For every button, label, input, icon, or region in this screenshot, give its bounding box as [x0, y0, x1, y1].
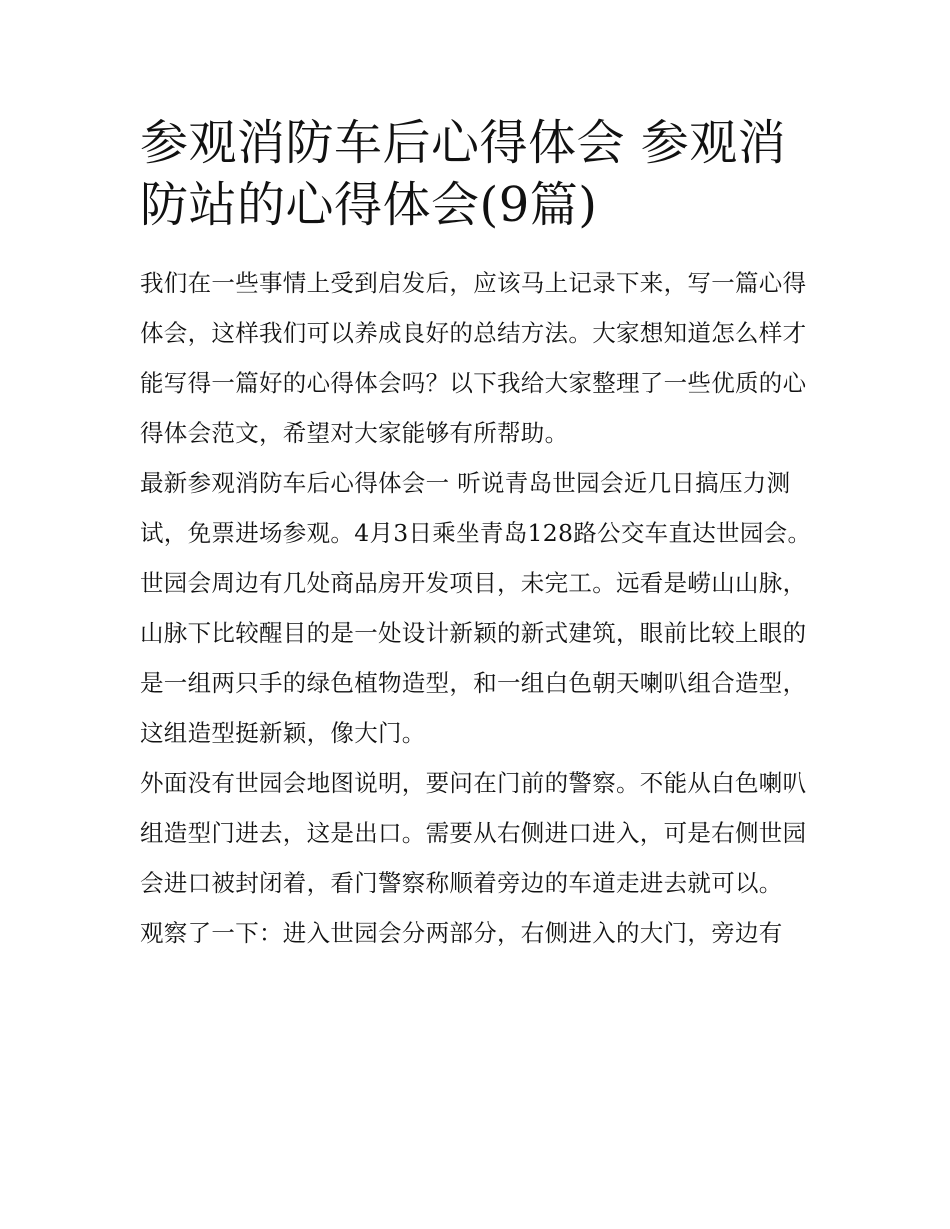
paragraph-3: 外面没有世园会地图说明，要问在门前的警察。不能从白色喇叭组造型门进去，这是出口。需要从右侧进口进入，可是右侧世园会进口被封闭着，看门警察称顺着旁边的车道走进去就可以。 [140, 769, 807, 897]
paragraph-4: 观察了一下：进入世园会分两部分，右侧进入的大门，旁边有 [140, 919, 783, 947]
paragraph-1: 最新参观消防车后心得体会一 听说青岛世园会近几日搞压力测试，免票进场参观。4月3日乘坐青岛128路公交车直达世园会。 [140, 469, 812, 547]
document-title: 参观消防车后心得体会 参观消防站的心得体会(9篇) [140, 115, 787, 233]
paragraph-intro: 我们在一些事情上受到启发后，应该马上记录下来，写一篇心得体会，这样我们可以养成良好的总结方法。大家想知道怎么样才能写得一篇好的心得体会吗？以下我给大家整理了一些优质的心得体会范文，希望对大家能够有所帮助。 [140, 269, 807, 447]
paragraph-2: 世园会周边有几处商品房开发项目，未完工。远看是崂山山脉，山脉下比较醒目的是一处设计新颖的新式建筑，眼前比较上眼的是一组两只手的绿色植物造型，和一组白色朝天喇叭组合造型，这组造型挺新颖，像大门。 [140, 569, 807, 747]
